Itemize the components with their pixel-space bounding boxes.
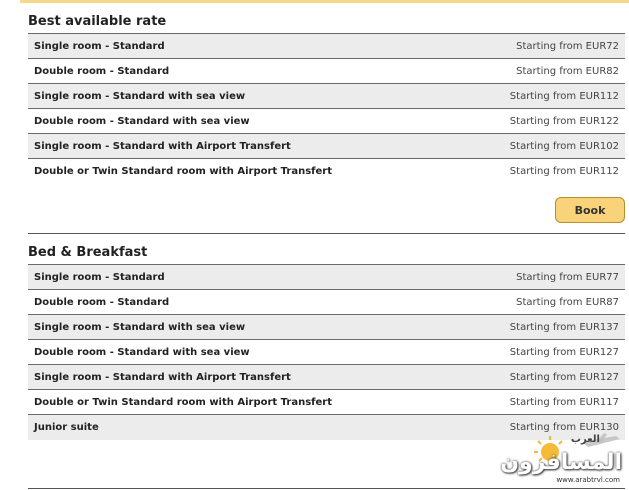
room-name: Single room - Standard with sea view bbox=[34, 90, 246, 102]
room-price: Starting from EUR130 bbox=[509, 422, 619, 433]
watermark-subtext: العرب bbox=[570, 434, 600, 445]
rate-row[interactable] bbox=[28, 84, 625, 109]
watermark-text: المسافرون bbox=[500, 450, 622, 475]
room-price: Starting from EUR77 bbox=[516, 271, 619, 283]
rate-row[interactable] bbox=[28, 365, 625, 390]
rate-list bbox=[28, 264, 625, 440]
section-title: Best available rate bbox=[28, 14, 167, 29]
room-name: Single room - Standard with Airport Transfert bbox=[34, 140, 291, 152]
room-name: Single room - Standard bbox=[34, 40, 165, 52]
room-price: Starting from EUR112 bbox=[509, 166, 619, 177]
room-name: Single room - Standard with Airport Transfert bbox=[34, 371, 291, 383]
rate-row[interactable] bbox=[28, 109, 625, 134]
room-name: Double room - Standard with sea view bbox=[34, 346, 250, 358]
rate-row[interactable] bbox=[28, 134, 625, 159]
room-name: Double or Twin Standard room with Airport Transfert bbox=[34, 396, 332, 408]
rate-row[interactable] bbox=[28, 34, 625, 59]
room-name: Junior suite bbox=[34, 422, 99, 433]
section-divider bbox=[28, 488, 625, 489]
room-price: Starting from EUR87 bbox=[516, 296, 619, 308]
room-price: Starting from EUR112 bbox=[509, 90, 619, 102]
watermark-url: www.arabtrvl.com bbox=[556, 476, 620, 484]
rate-row[interactable] bbox=[28, 315, 625, 340]
rate-list bbox=[28, 33, 625, 184]
section-divider bbox=[28, 233, 625, 234]
section-title: Bed & Breakfast bbox=[28, 245, 148, 260]
rate-row[interactable] bbox=[28, 390, 625, 415]
room-price: Starting from EUR82 bbox=[516, 65, 619, 77]
rate-row[interactable] bbox=[28, 159, 625, 184]
room-price: Starting from EUR127 bbox=[509, 346, 619, 358]
room-name: Double room - Standard bbox=[34, 65, 170, 77]
rate-row[interactable] bbox=[28, 265, 625, 290]
rate-row[interactable] bbox=[28, 290, 625, 315]
room-price: Starting from EUR137 bbox=[509, 321, 619, 333]
room-name: Single room - Standard with sea view bbox=[34, 321, 246, 333]
room-name: Double room - Standard with sea view bbox=[34, 115, 250, 127]
bed-and-breakfast-section bbox=[28, 243, 625, 440]
rate-row[interactable] bbox=[28, 340, 625, 365]
room-price: Starting from EUR72 bbox=[516, 40, 619, 52]
rate-row[interactable] bbox=[28, 59, 625, 84]
best-available-rate-section bbox=[28, 12, 625, 184]
room-name: Double or Twin Standard room with Airport Transfert bbox=[34, 166, 332, 177]
room-price: Starting from EUR127 bbox=[509, 371, 619, 383]
book-button[interactable]: Book bbox=[555, 197, 625, 223]
room-name: Double room - Standard bbox=[34, 296, 170, 308]
top-accent-bar bbox=[20, 0, 629, 3]
room-price: Starting from EUR122 bbox=[509, 115, 619, 127]
room-price: Starting from EUR102 bbox=[509, 140, 619, 152]
room-name: Single room - Standard bbox=[34, 271, 165, 283]
room-price: Starting from EUR117 bbox=[509, 396, 619, 408]
watermark-logo bbox=[500, 430, 626, 486]
